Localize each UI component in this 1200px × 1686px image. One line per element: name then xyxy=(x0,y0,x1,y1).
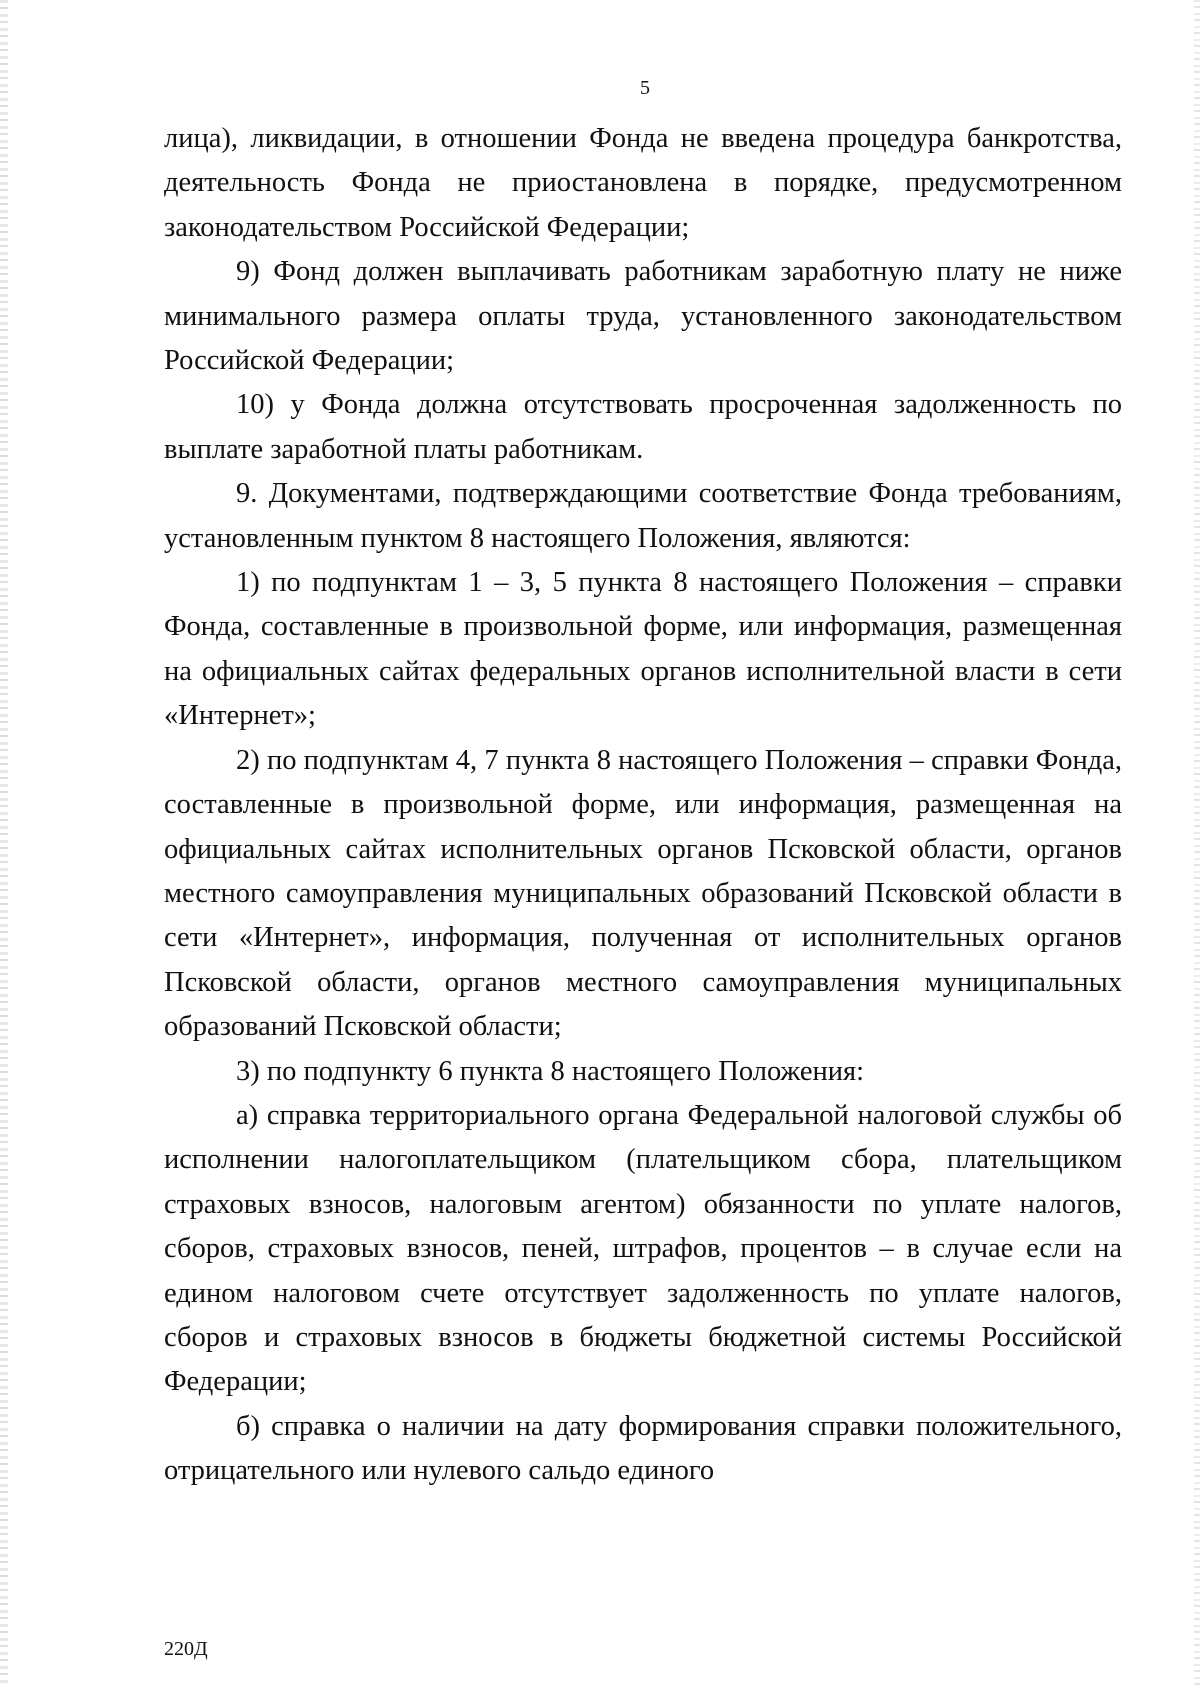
paragraph-item-9: 9) Фонд должен выплачивать работникам заработную плату не ниже минимального размера оплаты труда, установленного законодательством Российской Федерации; xyxy=(164,256,1122,377)
paragraph-item-10: 10) у Фонда должна отсутствовать просроченная задолженность по выплате заработной платы работникам. xyxy=(164,389,1122,465)
paragraph-subitem-1: 1) по подпунктам 1 – 3, 5 пункта 8 настоящего Положения – справки Фонда, составленные в произвольной форме, или информация, размещенная на официальных сайтах федеральных органов исполнительной власти в сети «Интернет»; xyxy=(164,567,1122,732)
document-body xyxy=(164,117,1122,1494)
paragraph-continuation: лица), ликвидации, в отношении Фонда не введена процедура банкротства, деятельность Фонда не приостановлена в порядке, предусмотренном законодательством Российской Федерации; xyxy=(164,123,1122,243)
footer-document-code: 220Д xyxy=(164,1638,208,1660)
page-number: 5 xyxy=(640,77,650,99)
paragraph-subitem-b: б) справка о наличии на дату формирования справки положительного, отрицательного или нулевого сальдо единого xyxy=(164,1410,1122,1487)
scan-right-edge xyxy=(1194,0,1200,1686)
paragraph-subitem-3: 3) по подпункту 6 пункта 8 настоящего Положения: xyxy=(236,1055,865,1087)
paragraph-subitem-a: а) справка территориального органа Федеральной налоговой службы об исполнении налогоплательщиком (плательщиком сбора, плательщиком страховых взносов, налоговым агентом) обязанности по уплате налогов, сборов, страховых взносов, пеней, штрафов, процентов – в случае если на едином налоговом счете отсутствует задолженность по уплате налогов, сборов и страховых взносов в бюджеты бюджетной системы Российской Федерации; xyxy=(164,1099,1122,1398)
paragraph-section-9: 9. Документами, подтверждающими соответствие Фонда требованиям, установленным пунктом 8 настоящего Положения, являются: xyxy=(164,478,1122,554)
paragraph-subitem-2: 2) по подпунктам 4, 7 пункта 8 настоящего Положения – справки Фонда, составленные в произвольной форме, или информация, размещенная на официальных сайтах исполнительных органов Псковской области, органов местного самоуправления муниципальных образований Псковской области в сети «Интернет», информация, полученная от исполнительных органов Псковской области, органов местного самоуправления муниципальных образований Псковской области; xyxy=(164,744,1122,1043)
scan-left-edge xyxy=(0,0,8,1686)
